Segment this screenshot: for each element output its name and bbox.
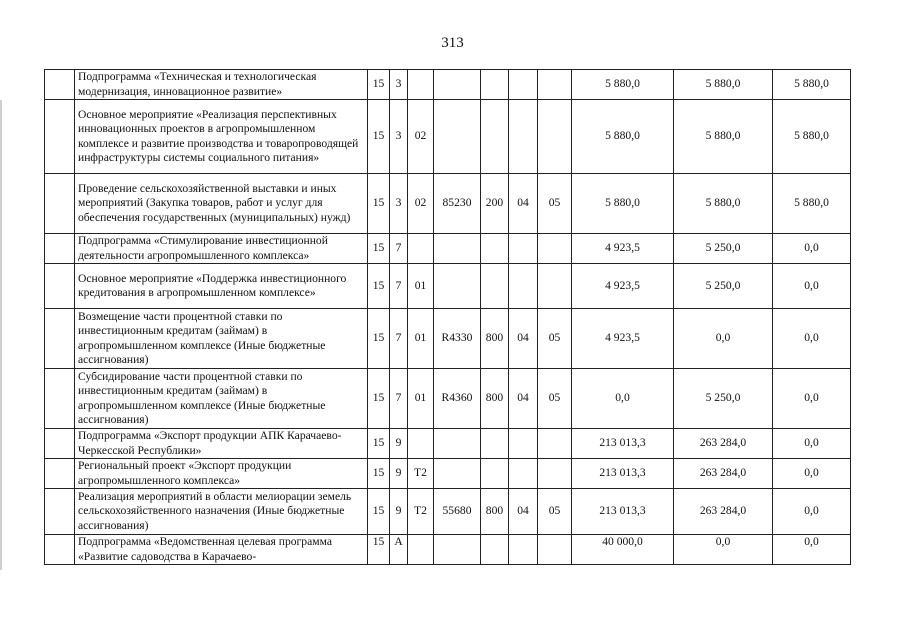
code-cell-event: 02 xyxy=(408,100,434,174)
value-cell-year-3: 5 880,0 xyxy=(773,70,851,100)
table-row xyxy=(45,234,851,264)
code-cell-subsection xyxy=(538,234,572,264)
value-cell-year-3: 5 880,0 xyxy=(773,174,851,234)
table-row xyxy=(45,369,851,429)
code-cell-section: 04 xyxy=(509,174,538,234)
value-cell-year-2: 0,0 xyxy=(674,309,773,369)
code-cell-ministry: 15 xyxy=(368,70,390,100)
value-cell-year-3: 0,0 xyxy=(773,264,851,309)
code-cell-subsection xyxy=(538,535,572,565)
code-cell-expense-type xyxy=(481,459,509,489)
value-cell-year-3: 0,0 xyxy=(773,234,851,264)
code-cell-ministry: 15 xyxy=(368,429,390,459)
budget-table xyxy=(44,69,851,565)
value-cell-year-1: 5 880,0 xyxy=(572,100,674,174)
row-number-cell xyxy=(45,234,75,264)
value-cell-year-2: 263 284,0 xyxy=(674,459,773,489)
value-cell-year-1: 213 013,3 xyxy=(572,429,674,459)
value-cell-year-1: 5 880,0 xyxy=(572,70,674,100)
code-cell-expense-type: 200 xyxy=(481,174,509,234)
code-cell-direction xyxy=(434,234,481,264)
row-name-cell: Основное мероприятие «Реализация перспективных инновационных проектов в агропромышленном комплексе и развитие производства и товаропроводящей инфраструктуры системы социального питания» xyxy=(75,100,368,174)
value-cell-year-3: 0,0 xyxy=(773,459,851,489)
row-number-cell xyxy=(45,489,75,535)
table-row xyxy=(45,100,851,174)
value-cell-year-3: 0,0 xyxy=(773,489,851,535)
table-row xyxy=(45,489,851,535)
table-row xyxy=(45,535,851,565)
table-row xyxy=(45,174,851,234)
page-number: 313 xyxy=(441,35,464,51)
code-cell-direction: 85230 xyxy=(434,174,481,234)
value-cell-year-2: 5 880,0 xyxy=(674,174,773,234)
code-cell-event: 02 xyxy=(408,174,434,234)
value-cell-year-1: 4 923,5 xyxy=(572,234,674,264)
row-name-cell: Проведение сельскохозяйственной выставки и иных мероприятий (Закупка товаров, работ и услуг для обеспечения государственных (муниципальных) нужд) xyxy=(75,174,368,234)
code-cell-event xyxy=(408,429,434,459)
code-cell-section: 04 xyxy=(509,489,538,535)
code-cell-subprogram: 3 xyxy=(390,174,408,234)
code-cell-event xyxy=(408,535,434,565)
code-cell-section xyxy=(509,100,538,174)
code-cell-direction: R4330 xyxy=(434,309,481,369)
code-cell-direction: 55680 xyxy=(434,489,481,535)
code-cell-ministry: 15 xyxy=(368,234,390,264)
value-cell-year-2: 5 250,0 xyxy=(674,369,773,429)
value-cell-year-2: 263 284,0 xyxy=(674,489,773,535)
code-cell-event xyxy=(408,234,434,264)
code-cell-subprogram: 7 xyxy=(390,369,408,429)
code-cell-ministry: 15 xyxy=(368,264,390,309)
row-number-cell xyxy=(45,369,75,429)
table-row xyxy=(45,309,851,369)
value-cell-year-1: 213 013,3 xyxy=(572,489,674,535)
value-cell-year-2: 5 250,0 xyxy=(674,264,773,309)
code-cell-subprogram: 7 xyxy=(390,309,408,369)
code-cell-section xyxy=(509,429,538,459)
code-cell-section xyxy=(509,459,538,489)
code-cell-event: Т2 xyxy=(408,489,434,535)
value-cell-year-2: 263 284,0 xyxy=(674,429,773,459)
table-row xyxy=(45,264,851,309)
code-cell-section xyxy=(509,264,538,309)
value-cell-year-2: 5 880,0 xyxy=(674,100,773,174)
code-cell-subprogram: 7 xyxy=(390,264,408,309)
table-row xyxy=(45,429,851,459)
value-cell-year-3: 0,0 xyxy=(773,369,851,429)
code-cell-section: 04 xyxy=(509,369,538,429)
code-cell-ministry: 15 xyxy=(368,369,390,429)
row-name-cell: Региональный проект «Экспорт продукции агропромышленного комплекса» xyxy=(75,459,368,489)
code-cell-direction xyxy=(434,70,481,100)
code-cell-ministry: 15 xyxy=(368,489,390,535)
code-cell-subsection: 05 xyxy=(538,489,572,535)
value-cell-year-2: 5 250,0 xyxy=(674,234,773,264)
code-cell-direction xyxy=(434,459,481,489)
row-number-cell xyxy=(45,174,75,234)
row-number-cell xyxy=(45,429,75,459)
value-cell-year-1: 4 923,5 xyxy=(572,309,674,369)
scan-edge-shadow xyxy=(0,100,2,570)
code-cell-subprogram: 9 xyxy=(390,489,408,535)
row-name-cell: Основное мероприятие «Поддержка инвестиционного кредитования в агропромышленном комплексе» xyxy=(75,264,368,309)
row-number-cell xyxy=(45,535,75,565)
row-name-cell: Возмещение части процентной ставки по инвестиционным кредитам (займам) в агропромышленном комплексе (Иные бюджетные ассигнования) xyxy=(75,309,368,369)
value-cell-year-3: 0,0 xyxy=(773,309,851,369)
code-cell-event xyxy=(408,70,434,100)
code-cell-subprogram: 3 xyxy=(390,100,408,174)
row-name-cell: Подпрограмма «Техническая и технологическая модернизация, инновационное развитие» xyxy=(75,70,368,100)
value-cell-year-1: 40 000,0 xyxy=(572,535,674,565)
row-name-cell: Реализация мероприятий в области мелиорации земель сельскохозяйственного назначения (Иные бюджетные ассигнования) xyxy=(75,489,368,535)
value-cell-year-2: 0,0 xyxy=(674,535,773,565)
code-cell-expense-type xyxy=(481,100,509,174)
code-cell-direction: R4360 xyxy=(434,369,481,429)
code-cell-direction xyxy=(434,264,481,309)
code-cell-section xyxy=(509,70,538,100)
code-cell-subsection xyxy=(538,70,572,100)
code-cell-section xyxy=(509,535,538,565)
code-cell-expense-type xyxy=(481,234,509,264)
row-number-cell xyxy=(45,70,75,100)
value-cell-year-3: 0,0 xyxy=(773,429,851,459)
row-name-cell: Подпрограмма «Экспорт продукции АПК Карачаево-Черкесской Республики» xyxy=(75,429,368,459)
value-cell-year-3: 0,0 xyxy=(773,535,851,565)
row-name-cell: Подпрограмма «Стимулирование инвестиционной деятельности агропромышленного комплекса» xyxy=(75,234,368,264)
code-cell-subsection: 05 xyxy=(538,174,572,234)
code-cell-subsection: 05 xyxy=(538,369,572,429)
value-cell-year-1: 213 013,3 xyxy=(572,459,674,489)
code-cell-subprogram: 7 xyxy=(390,234,408,264)
code-cell-section xyxy=(509,234,538,264)
row-name-cell: Субсидирование части процентной ставки по инвестиционным кредитам (займам) в агропромышленном комплексе (Иные бюджетные ассигнования) xyxy=(75,369,368,429)
code-cell-subsection: 05 xyxy=(538,309,572,369)
code-cell-ministry: 15 xyxy=(368,174,390,234)
table-row xyxy=(45,459,851,489)
code-cell-subprogram: 3 xyxy=(390,70,408,100)
value-cell-year-2: 5 880,0 xyxy=(674,70,773,100)
row-number-cell xyxy=(45,264,75,309)
code-cell-expense-type: 800 xyxy=(481,309,509,369)
code-cell-ministry: 15 xyxy=(368,459,390,489)
code-cell-expense-type: 800 xyxy=(481,489,509,535)
code-cell-subsection xyxy=(538,100,572,174)
row-number-cell xyxy=(45,459,75,489)
code-cell-subsection xyxy=(538,429,572,459)
code-cell-subsection xyxy=(538,264,572,309)
code-cell-ministry: 15 xyxy=(368,535,390,565)
code-cell-event: 01 xyxy=(408,309,434,369)
code-cell-event: Т2 xyxy=(408,459,434,489)
row-name-cell: Подпрограмма «Ведомственная целевая программа «Развитие садоводства в Карачаево- xyxy=(75,535,368,565)
code-cell-section: 04 xyxy=(509,309,538,369)
code-cell-subprogram: 9 xyxy=(390,429,408,459)
code-cell-expense-type xyxy=(481,429,509,459)
code-cell-event: 01 xyxy=(408,369,434,429)
code-cell-event: 01 xyxy=(408,264,434,309)
code-cell-ministry: 15 xyxy=(368,309,390,369)
code-cell-ministry: 15 xyxy=(368,100,390,174)
code-cell-expense-type xyxy=(481,535,509,565)
code-cell-direction xyxy=(434,535,481,565)
row-number-cell xyxy=(45,309,75,369)
code-cell-subprogram: А xyxy=(390,535,408,565)
value-cell-year-1: 0,0 xyxy=(572,369,674,429)
code-cell-direction xyxy=(434,100,481,174)
value-cell-year-3: 5 880,0 xyxy=(773,100,851,174)
code-cell-expense-type xyxy=(481,264,509,309)
value-cell-year-1: 5 880,0 xyxy=(572,174,674,234)
table-row xyxy=(45,70,851,100)
row-number-cell xyxy=(45,100,75,174)
code-cell-expense-type: 800 xyxy=(481,369,509,429)
code-cell-direction xyxy=(434,429,481,459)
value-cell-year-1: 4 923,5 xyxy=(572,264,674,309)
code-cell-subsection xyxy=(538,459,572,489)
code-cell-subprogram: 9 xyxy=(390,459,408,489)
code-cell-expense-type xyxy=(481,70,509,100)
